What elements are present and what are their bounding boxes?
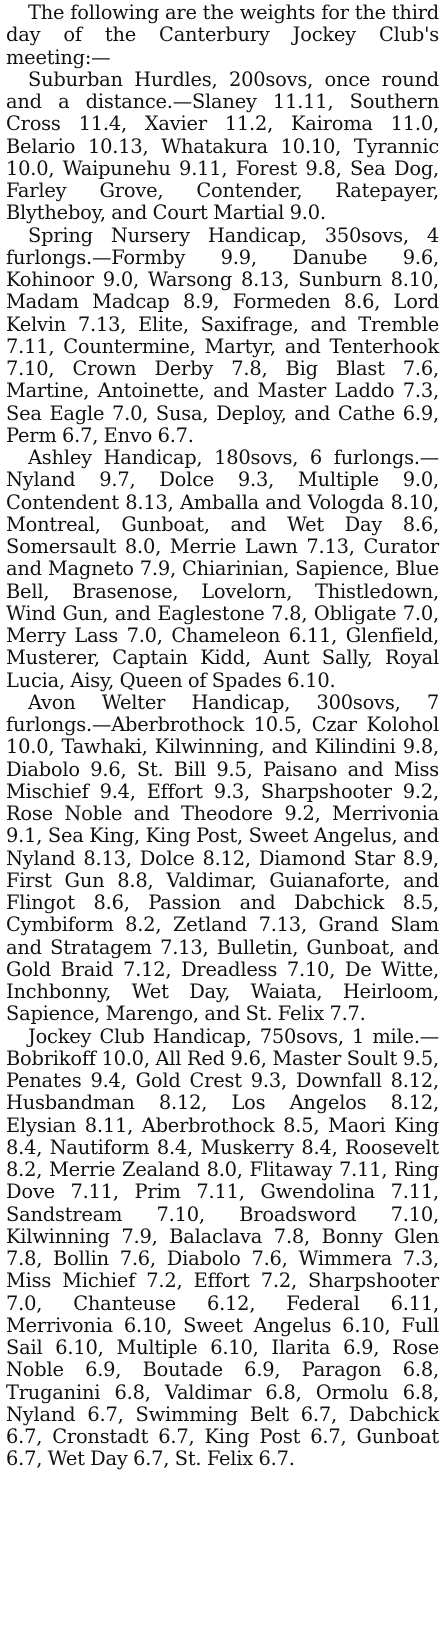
jockey-club-handicap-paragraph: Jockey Club Handicap, 750sovs, 1 mile.—Bobrikoff 10.0, All Red 9.6, Master Soult 9.5, Penates 9.4, Gold Crest 9.3, Downfall 8.12, Husbandman 8.12, Los Angelos 8.12, Elysian 8.11, Aberbrothock 8.5, Maori King 8.4, Nautiform 8.4, Muskerry 8.4, Roosevelt 8.2, Merrie Zealand 8.0, Flitaway 7.11, Ring Dove 7.11, Prim 7.11, Gwendolina 7.11, Sandstream 7.10, Broadsword 7.10, Kilwinning 7.9, Balaclava 7.8, Bonny Glen 7.8, Bollin 7.6, Diabolo 7.6, Wimmera 7.3, Miss Michief 7.2, Effort 7.2, Sharpshooter 7.0, Chanteuse 6.12, Federal 6.11, Merrivonia 6.10, Sweet Angelus 6.10, Full Sail 6.10, Multiple 6.10, Ilarita 6.9, Rose Noble 6.9, Boutade 6.9, Paragon 6.8, Truganini 6.8, Valdimar 6.8, Ormolu 6.8, Nyland 6.7, Swimming Belt 6.7, Dabchick 6.7, Cronstadt 6.7, King Post 6.7, Gunboat 6.7, Wet Day 6.7, St. Felix 6.7. bbox=[6, 1024, 439, 1471]
spring-nursery-handicap-paragraph: Spring Nursery Handicap, 350sovs, 4 furlongs.—Formby 9.9, Danube 9.6, Kohinoor 9.0, Warsong 8.13, Sunburn 8.10, Madam Madcap 8.9, Formeden 8.6, Lord Kelvin 7.13, Elite, Saxifrage, and Tremble 7.11, Countermine, Martyr, and Tenterhook 7.10, Crown Derby 7.8, Big Blast 7.6, Martine, Antoinette, and Master Laddo 7.3, Sea Eagle 7.0, Susa, Deploy, and Cathe 6.9, Perm 6.7, Envo 6.7. bbox=[6, 223, 439, 447]
ashley-handicap-paragraph: Ashley Handicap, 180sovs, 6 furlongs.—Nyland 9.7, Dolce 9.3, Multiple 9.0, Contendent 8.13, Amballa and Vologda 8.10, Montreal, Gunboat, and Wet Day 8.6, Somersault 8.0, Merrie Lawn 7.13, Curator and Magneto 7.9, Chiarinian, Sapience, Blue Bell, Brasenose, Lovelorn, Thistledown, Wind Gun, and Eaglestone 7.8, Obligate 7.0, Merry Lass 7.0, Chameleon 6.11, Glenfield, Musterer, Captain Kidd, Aunt Sally, Royal Lucia, Aisy, Queen of Spades 6.10. bbox=[6, 446, 439, 692]
intro-paragraph: The following are the weights for the third day of the Canterbury Jockey Club's meeting:— bbox=[6, 1, 439, 69]
suburban-hurdles-paragraph: Suburban Hurdles, 200sovs, once round and a distance.—Slaney 11.11, Southern Cross 11.4, Xavier 11.2, Kairoma 11.0, Belario 10.13, Whatakura 10.10, Tyrannic 10.0, Waipunehu 9.11, Forest 9.8, Sea Dog, Farley Grove, Contender, Ratepayer, Blytheboy, and Court Martial 9.0. bbox=[6, 67, 439, 225]
avon-welter-handicap-paragraph: Avon Welter Handicap, 300sovs, 7 furlongs.—Aberbrothock 10.5, Czar Kolohol 10.0, Tawhaki, Kilwinning, and Kilindini 9.8, Diabolo 9.6, St. Bill 9.5, Paisano and Miss Mischief 9.4, Effort 9.3, Sharpshooter 9.2, Rose Noble and Theodore 9.2, Merrivonia 9.1, Sea King, King Post, Sweet Angelus, and Nyland 8.13, Dolce 8.12, Diamond Star 8.9, First Gun 8.8, Valdimar, Guianaforte, and Flingot 8.6, Passion and Dabchick 8.5, Cymbiform 8.2, Zetland 7.13, Grand Slam and Stratagem 7.13, Bulletin, Gunboat, and Gold Braid 7.12, Dreadless 7.10, De Witte, Inchbonny, Wet Day, Waiata, Heirloom, Sapience, Marengo, and St. Felix 7.7. bbox=[6, 690, 439, 1026]
